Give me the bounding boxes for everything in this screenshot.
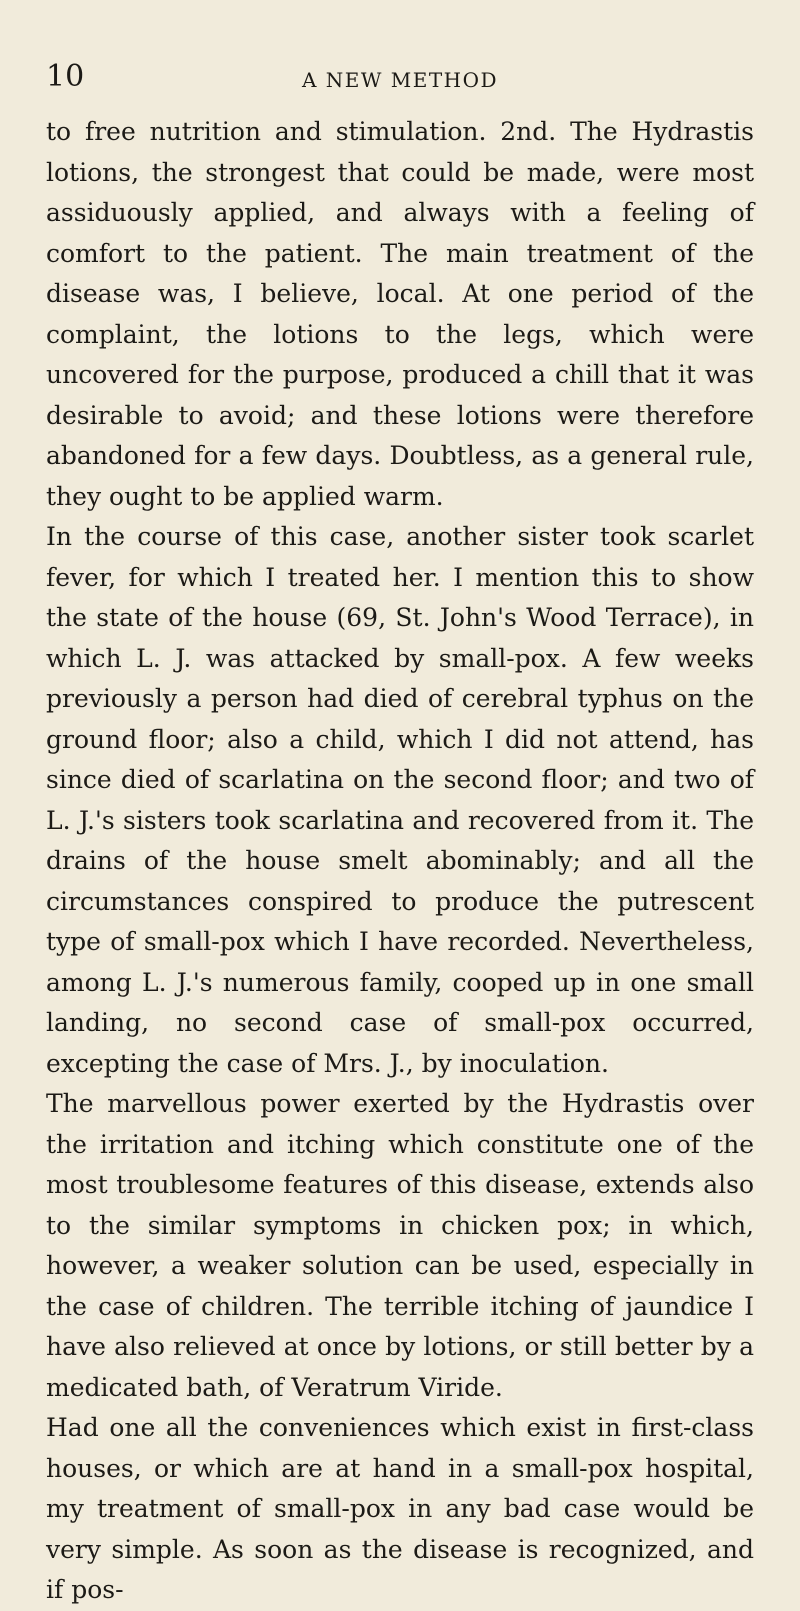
running-head — [46, 59, 754, 102]
page-number: 10 — [46, 59, 85, 94]
paragraph-4: Had one all the conveniences which exist in first-class houses, or which are at hand in a small-pox hospital, my treatment of small-pox in any bad case would be very simple. As soon as the disease is recognized, and if pos- — [46, 1413, 754, 1604]
paragraph-2: In the course of this case, another sister took scarlet fever, for which I treated her. I mention this to show the state of the house (69, St. John's Wood Terrace), in which L. J. was attacked by small-pox. A few weeks previously a person had died of cerebral typhus on the ground floor; also a child, which I did not attend, has since died of scarlatina on the second floor; and two of L. J.'s sisters took scarlatina and recovered from it. The drains of the house smelt abominably; and all the circumstances conspired to produce the putrescent type of small-pox which I have recorded. Nevertheless, among L. J.'s numerous family, cooped up in one small landing, no second case of small-pox occurred, excepting the case of Mrs. J., by inoculation. — [46, 522, 754, 1078]
paragraph-3: The marvellous power exerted by the Hydrastis over the irritation and itching which constitute one of the most troublesome features of this disease, extends also to the similar symptoms in chicken pox; in which, however, a weaker solution can be used, especially in the case of children. The terrible itching of jaundice I have also relieved at once by lotions, or still better by a medicated bath, of Veratrum Viride. — [46, 1089, 754, 1402]
paragraph-1: to free nutrition and stimulation. 2nd. The Hydrastis lotions, the strongest that could be made, were most assiduously applied, and always with a feeling of comfort to the patient. The main treatment of the disease was, I believe, local. At one period of the complaint, the lotions to the legs, which were uncovered for the purpose, produced a chill that it was desirable to avoid; and these lotions were therefore abandoned for a few days. Doubtless, as a general rule, they ought to be applied warm. — [46, 117, 754, 511]
body-text — [46, 112, 754, 1611]
running-title: A NEW METHOD — [301, 68, 499, 92]
